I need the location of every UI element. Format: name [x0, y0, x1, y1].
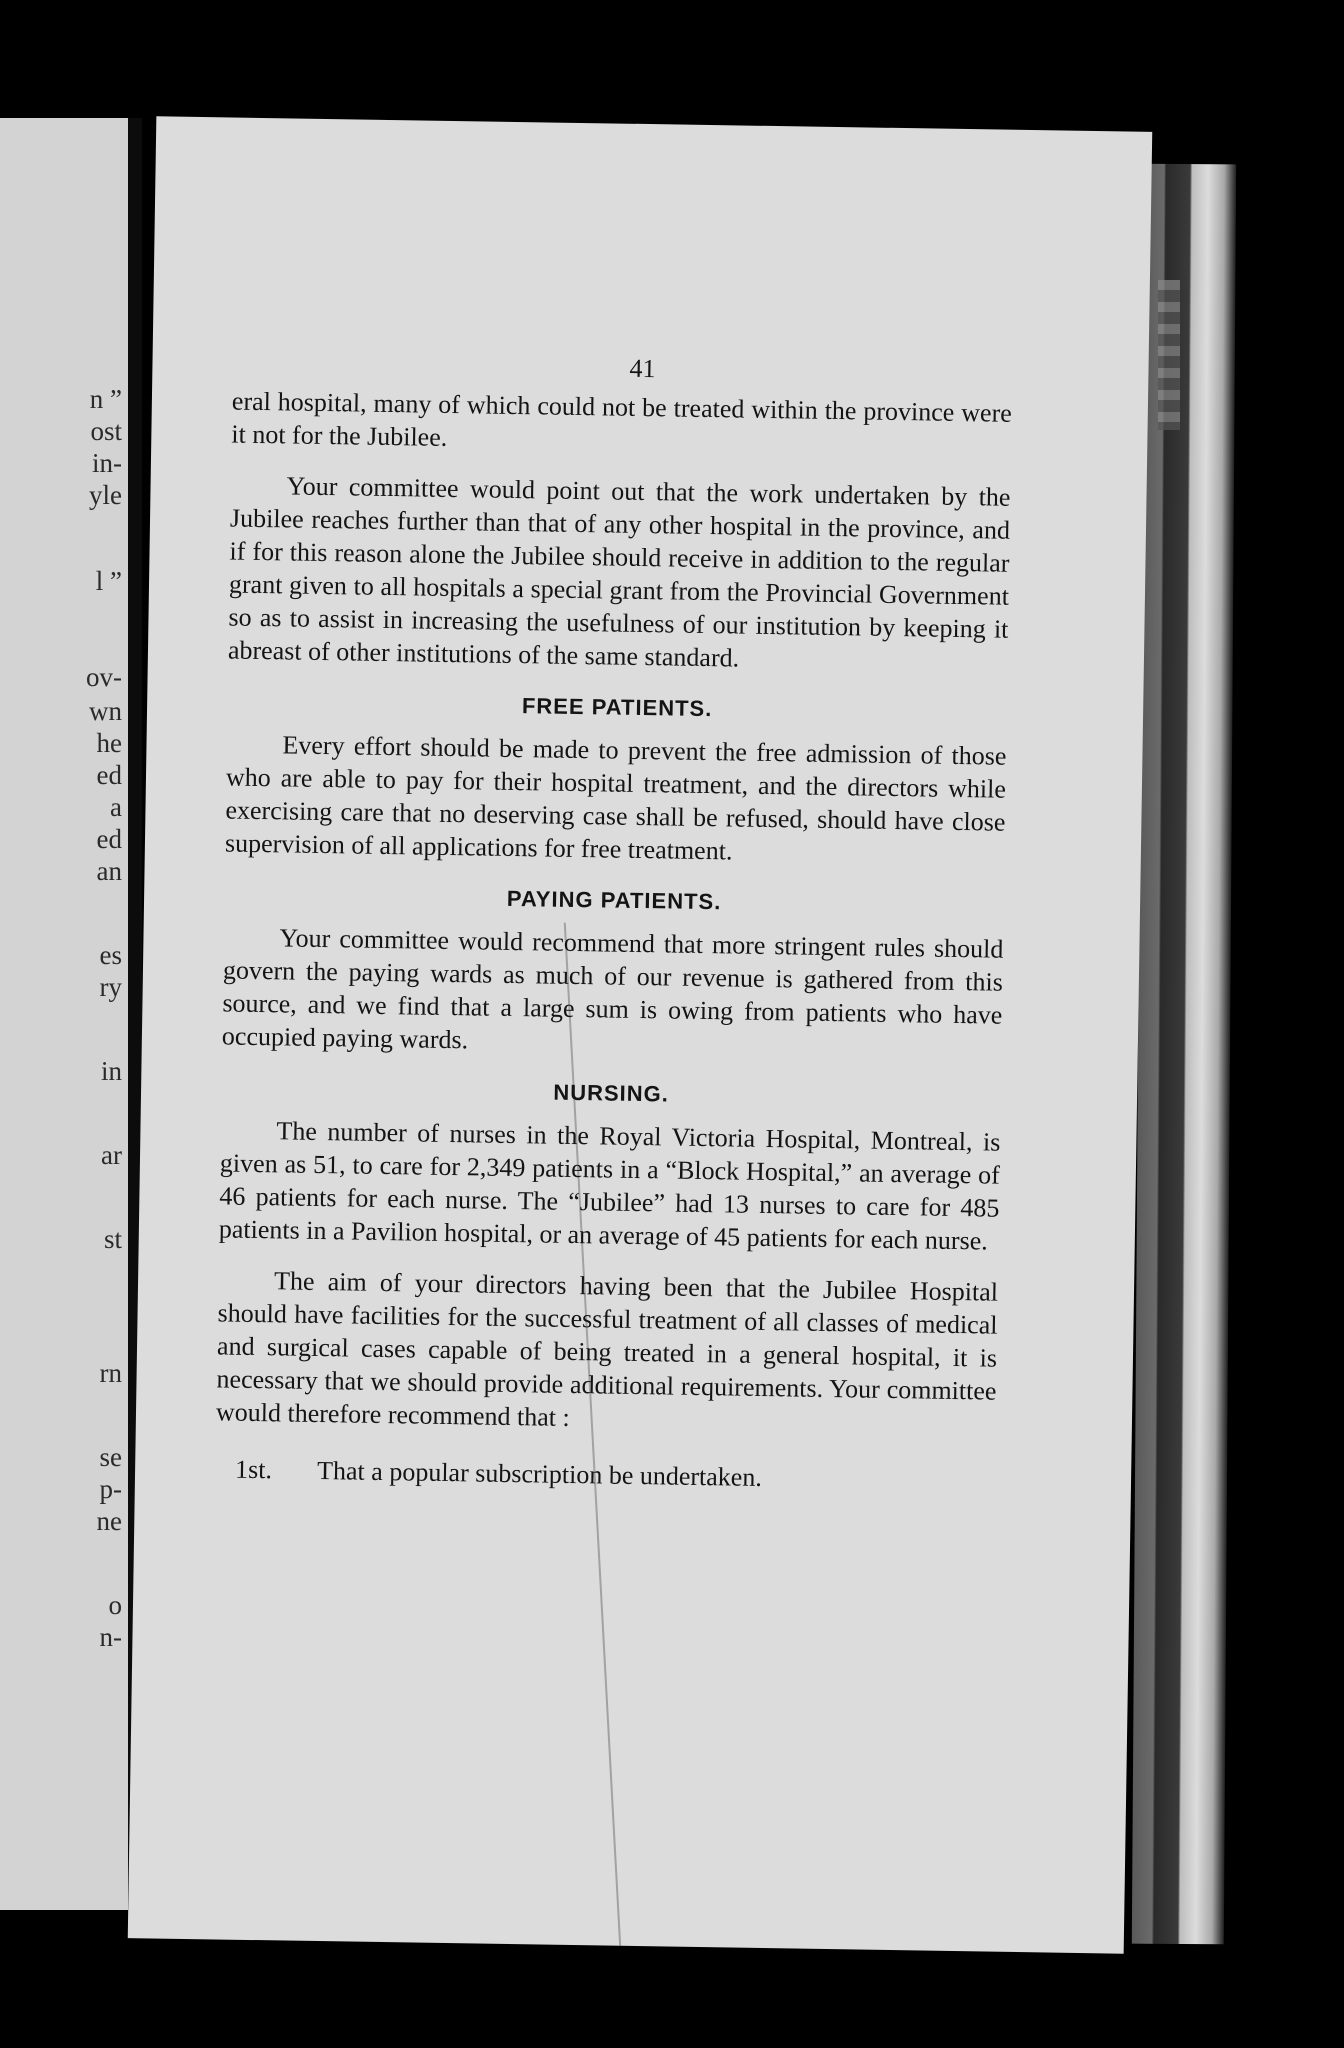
left-text-fragment: in- [92, 448, 122, 478]
heading-nursing: NURSING. [553, 1079, 670, 1107]
paragraph-intro: eral hospital, many of which could not be treated within the province were it not for the Jubilee. [231, 386, 1013, 452]
left-text-fragment: es [99, 940, 122, 970]
left-text-fragment: ost [90, 416, 122, 446]
left-text-fragment: st [103, 1224, 122, 1254]
left-text-fragment: an [96, 856, 122, 886]
list-item [215, 1452, 995, 1497]
left-text-fragment: ed [96, 760, 122, 790]
paragraph-nursing: The number of nurses in the Royal Victoria Hospital, Montreal, is given as 51, to care for 2,349 patients in a “Block Hospital,” an average of 46 patients for each nurse. The “Jubilee” had 13 nurses to care for 485 patients in a Pavilion hospital, or an average of 45 patients for each nurse. [218, 1116, 1001, 1256]
left-text-fragment: n- [99, 1622, 122, 1652]
page-content [215, 346, 1013, 1498]
list-item-text: That a popular subscription be undertaken. [316, 1455, 763, 1492]
heading-paying-patients: PAYING PATIENTS. [506, 885, 722, 915]
page-number: 41 [629, 353, 656, 384]
left-text-fragment: o [108, 1590, 122, 1620]
left-text-fragment: ar [101, 1140, 122, 1170]
left-text-fragment: l ” [95, 566, 122, 596]
left-text-fragment: se [99, 1442, 122, 1472]
paragraph-free-patients: Every effort should be made to prevent the free admission of those who are able to pay for their hospital treatment, and the directors while exercising care that no deserving case shall be refused, should have close supervision of all applications for free treatment. [224, 730, 1007, 866]
paragraph-aim: The aim of your directors having been that the Jubilee Hospital should have facilities for the successful treatment of all classes of medical and surgical cases capable of being treated in a general hospital, it is necessary that we should provide additional requirements. Your committee would therefore recommend that : [215, 1266, 999, 1432]
left-page-fragment [0, 118, 128, 1910]
left-text-fragment: in [100, 1056, 122, 1086]
book-page [128, 116, 1152, 1953]
left-text-fragment: ov- [86, 662, 122, 692]
spine-decoration [1158, 280, 1180, 430]
paragraph-work: Your committee would point out that the work undertaken by the Jubilee reaches further than that of any other hospital in the province, and if for this reason alone the Jubilee should receive in addition to the regular grant given to all hospitals a special grant from the Provincial Government so as to assist in increasing the usefulness of our institution by keeping it abreast of other institutions of the same standard. [227, 471, 1011, 673]
left-text-fragment: ne [96, 1506, 122, 1536]
left-text-fragment: n ” [89, 384, 122, 414]
left-text-fragment: ry [99, 972, 122, 1002]
list-item-number: 1st. [234, 1454, 273, 1485]
left-text-fragment: rn [99, 1358, 122, 1388]
left-text-fragment: he [96, 728, 122, 758]
left-text-fragment: ed [96, 824, 122, 854]
left-text-fragment: a [110, 792, 122, 822]
left-text-fragment: wn [89, 696, 122, 726]
left-text-fragment: p- [99, 1474, 122, 1504]
heading-free-patients: FREE PATIENTS. [521, 693, 713, 722]
left-text-fragment: yle [89, 480, 122, 510]
paragraph-paying-patients: Your committee would recommend that more stringent rules should govern the paying wards as much of our revenue is gathered from this source, and we find that a large sum is owing from patients who have occupied paying wards. [221, 923, 1004, 1055]
